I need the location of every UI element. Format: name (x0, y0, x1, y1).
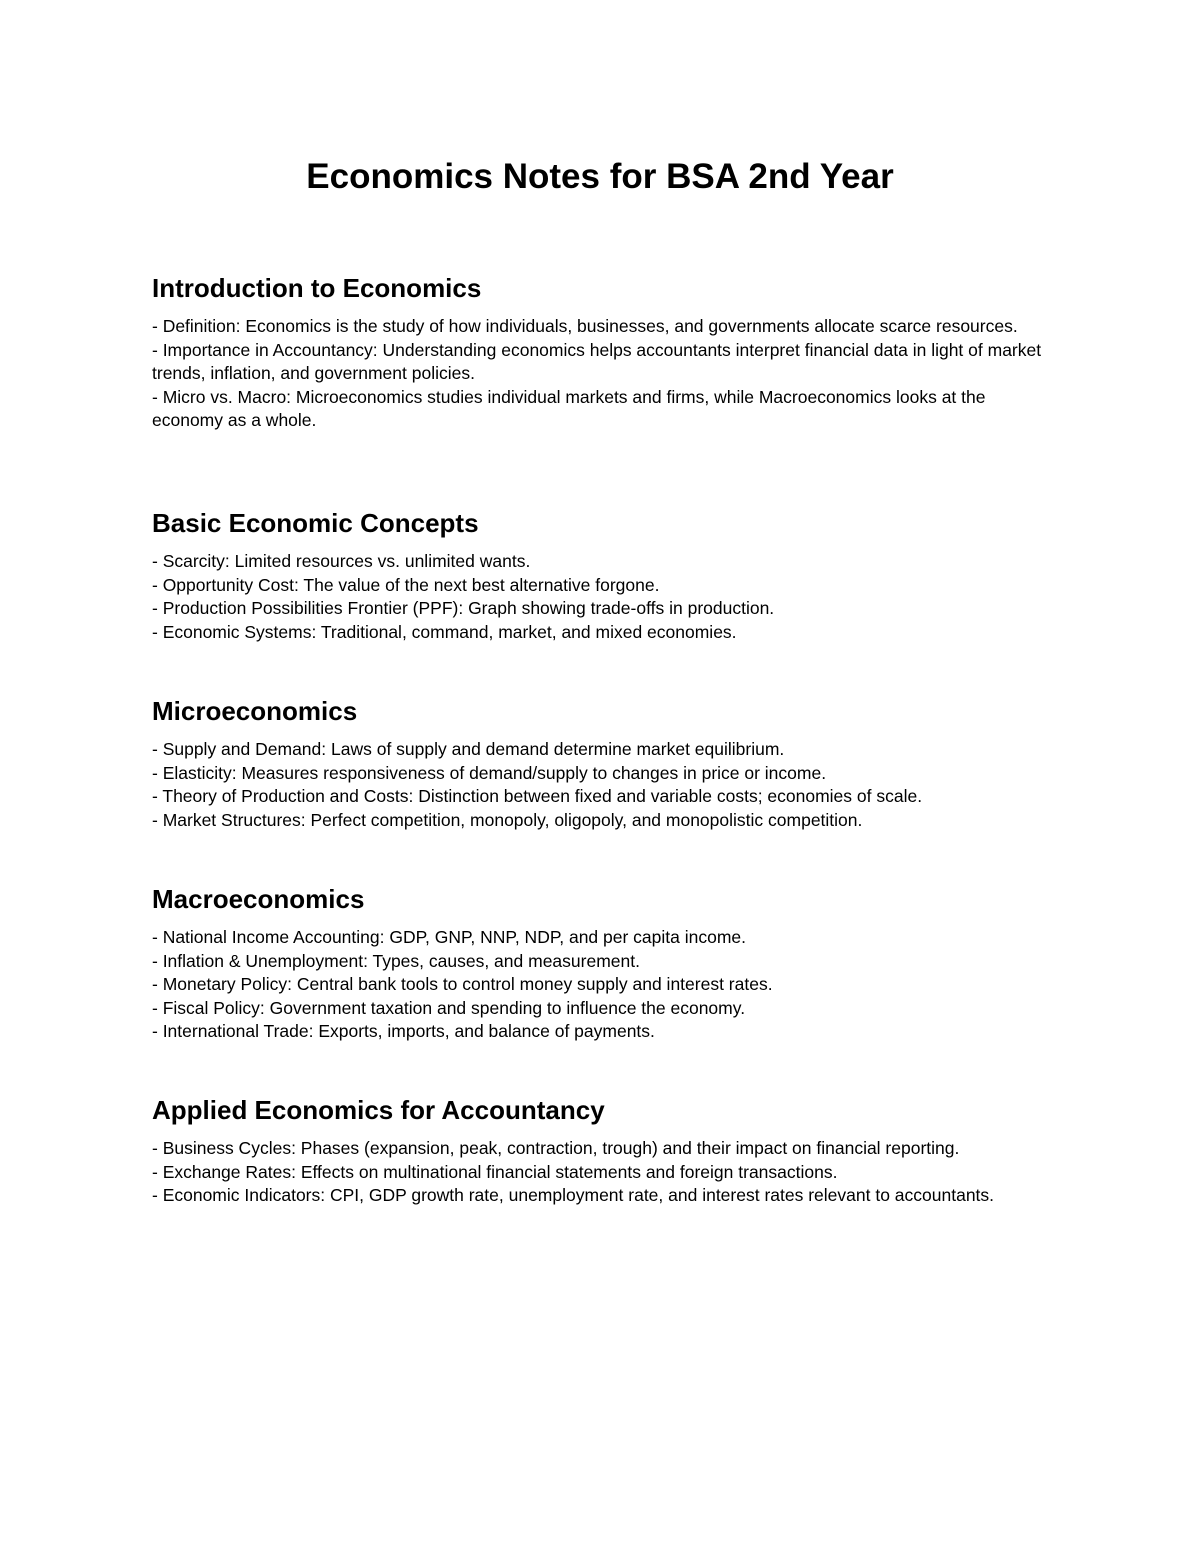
section-item: - Importance in Accountancy: Understanding economics helps accountants interpret financial data in light of market trends, inflation, and government policies. (152, 339, 1042, 383)
section-heading: Basic Economic Concepts (152, 508, 479, 538)
section-macroeconomics (152, 883, 1052, 1044)
section-heading: Applied Economics for Accountancy (152, 1095, 605, 1125)
page-title: Economics Notes for BSA 2nd Year (306, 157, 894, 196)
section-item: - National Income Accounting: GDP, GNP, NNP, NDP, and per capita income. (152, 927, 747, 947)
section-item: - Inflation & Unemployment: Types, causes, and measurement. (152, 950, 640, 971)
section-item: - Micro vs. Macro: Microeconomics studies individual markets and firms, while Macroeconomics looks at the economy as a whole. (152, 386, 986, 430)
section-heading: Macroeconomics (152, 884, 365, 914)
section-item: - Definition: Economics is the study of how individuals, businesses, and governments allocate scarce resources. (152, 316, 1018, 336)
section-item: - Supply and Demand: Laws of supply and demand determine market equilibrium. (152, 739, 785, 759)
section-item: - Fiscal Policy: Government taxation and spending to influence the economy. (152, 997, 746, 1018)
section-item: - Economic Indicators: CPI, GDP growth rate, unemployment rate, and interest rates relevant to accountants. (152, 1185, 995, 1205)
section-item: - Elasticity: Measures responsiveness of demand/supply to changes in price or income. (152, 762, 827, 783)
section-item: - Opportunity Cost: The value of the next best alternative forgone. (152, 574, 660, 595)
section-item: - Economic Systems: Traditional, command, market, and mixed economies. (152, 621, 737, 642)
section-introduction-to-economics (152, 272, 1052, 433)
section-item: - Business Cycles: Phases (expansion, peak, contraction, trough) and their impact on financial reporting. (152, 1138, 960, 1158)
section-item: - International Trade: Exports, imports, and balance of payments. (152, 1021, 655, 1041)
section-item: - Exchange Rates: Effects on multinational financial statements and foreign transactions. (152, 1161, 838, 1182)
section-item: - Production Possibilities Frontier (PPF): Graph showing trade-offs in production. (152, 598, 775, 618)
section-item: - Market Structures: Perfect competition, monopoly, oligopoly, and monopolistic competition. (152, 809, 863, 830)
section-heading: Microeconomics (152, 696, 358, 726)
section-item: - Scarcity: Limited resources vs. unlimited wants. (152, 551, 531, 571)
section-item: - Theory of Production and Costs: Distinction between fixed and variable costs; economies of scale. (152, 786, 923, 806)
section-basic-economic-concepts (152, 507, 1052, 644)
section-applied-economics-for-accountancy (152, 1094, 1052, 1208)
section-heading: Introduction to Economics (152, 273, 482, 303)
section-item: - Monetary Policy: Central bank tools to control money supply and interest rates. (152, 974, 773, 994)
section-microeconomics (152, 695, 1052, 832)
